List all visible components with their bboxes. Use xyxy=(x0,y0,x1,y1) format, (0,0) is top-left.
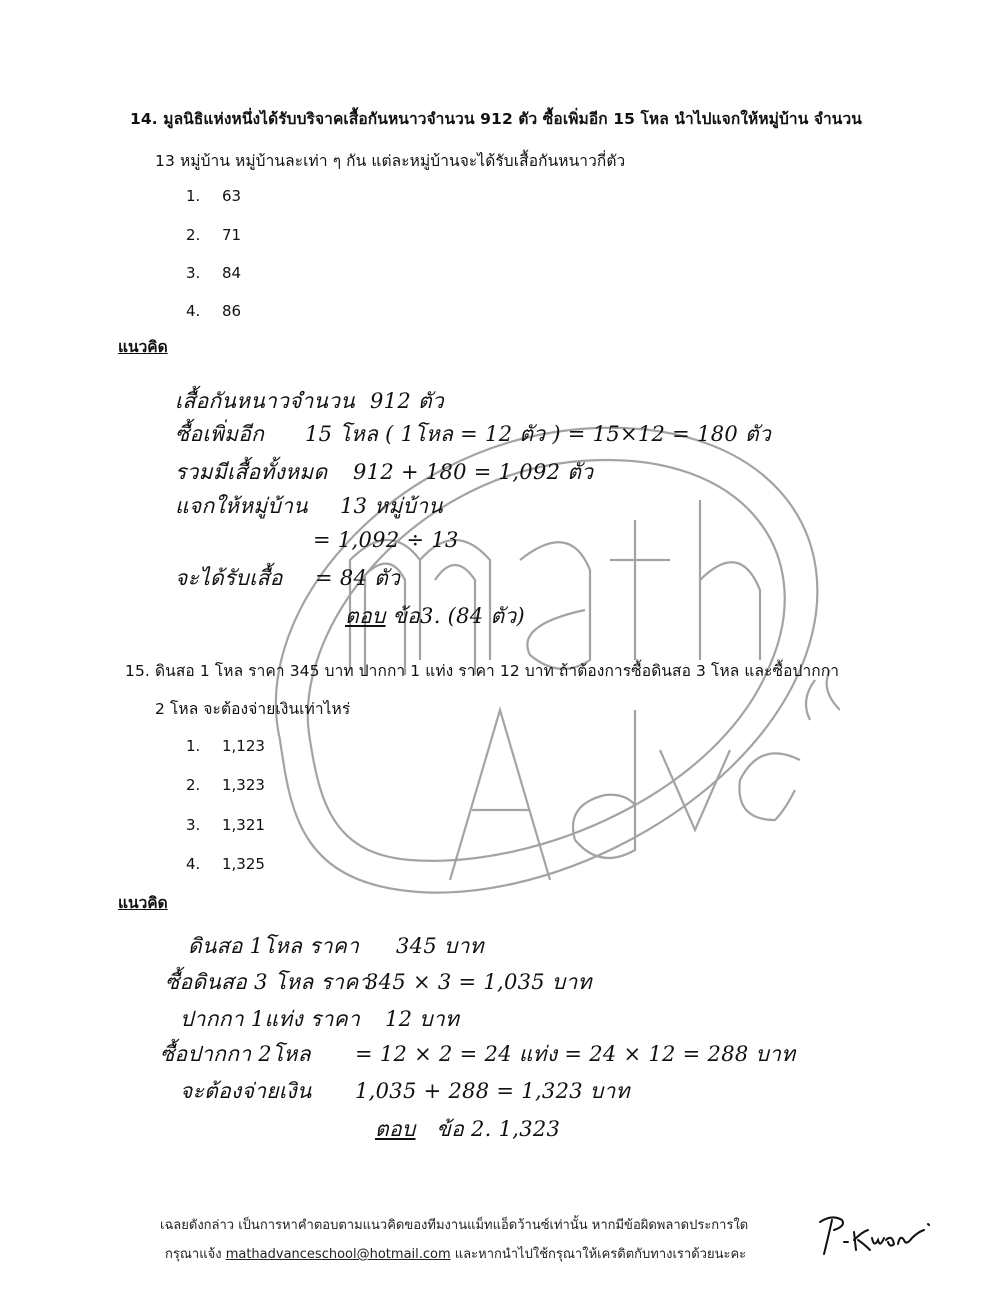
q14-approach-label: แนวคิด xyxy=(118,338,168,356)
q14-work-line-6: จะได้รับเสื้อ = 84 ตัว xyxy=(175,566,401,590)
q14-option-4: 4. 86 xyxy=(186,302,242,320)
q15-work-line-1: ดินสอ 1โหล ราคา 345 บาท xyxy=(188,934,484,958)
q15-work-line-2: ซื้อดินสอ 3 โหล ราคา 345 × 3 = 1,035 บาท xyxy=(165,970,592,994)
footer-contact: กรุณาแจ้ง mathadvanceschool@hotmail.com และหากนำไปใช้กรุณาให้เครดิตกับทางเราด้วยนะคะ xyxy=(165,1247,747,1262)
q15-work-line-4: ซื้อปากกา 2โหล = 12 × 2 = 24 แท่ง = 24 × 12 = 288 บาท xyxy=(160,1042,796,1066)
q15-work-line-5: จะต้องจ่ายเงิน 1,035 + 288 = 1,323 บาท xyxy=(180,1079,630,1103)
q14-option-1: 1. 63 xyxy=(186,187,242,205)
q14-answer: ตอบ ข้อ3. (84 ตัว) xyxy=(345,604,525,628)
q14-question-line1: 14. มูลนิธิแห่งหนึ่งได้รับบริจาคเสื้อกันหนาวจำนวน 912 ตัว ซื้อเพิ่มอีก 15 โหล นำไปแจกให้หมู่บ้าน จำนวน xyxy=(130,110,862,128)
footer-disclaimer: เฉลยดังกล่าว เป็นการหาคำตอบตามแนวคิดของทีมงานแม็ทแอ็ดว้านซ์เท่านั้น หากมีข้อผิดพลาดประการใด xyxy=(160,1218,749,1233)
worksheet-page: 14. มูลนิธิแห่งหนึ่งได้รับบริจาคเสื้อกันหนาวจำนวน 912 ตัว ซื้อเพิ่มอีก 15 โหล นำไปแจกให้หมู่บ้าน จำนวน 13 หมู่บ้าน หมู่บ้านละเท่า ๆ กัน แต่ละหมู่บ้านจะได้รับเสื้อกันหนาวกี่ตัว 1. 63 2. 71 3. 84 4. 86 แนวคิด เสื้อกันหนาวจำนวน 912 ตัว ซื้อเพิ่มอีก 15 โหล ( 1โหล = 12 ตัว ) = 15×12 = 180 ตัว รวมมีเสื้อทั้งหมด 912 + 180 = 1,092 ตัว แจกให้หมู่บ้าน 13 หมู่บ้าน = 1,092 ÷ 13 จะได้รับเสื้อ = 84 ตัว ตอบ ข้อ3. (84 ตัว) 15. ดินสอ 1 โหล ราคา 345 บาท ปากกา 1 แท่ง ราคา 12 บาท ถ้าต้องการซื้อดินสอ 3 โหล และซื้อปากกา 2 โหล จะต้องจ่ายเงินเท่าไหร่ 1. 1,123 2. 1,323 3. 1,321 4. 1,325 แนวคิด ดินสอ 1โหล ราคา 345 บาท ซื้อดินสอ 3 โหล ราคา 345 × 3 = 1,035 บาท ปากกา 1แท่ง ราคา 12 บาท ซื้อปากกา 2โหล = 12 × 2 = 24 แท่ง = 24 × 12 = 288 บาท จะต้องจ่ายเงิน 1,035 + 288 = 1,323 บาท ตอบ ข้อ 2. 1,323 เฉลยดังกล่าว เป็นการหาคำตอบตามแนวคิดของทีมงานแม็ทแอ็ดว้านซ์เท่านั้น หากมีข้อผิดพลาดประการใด กรุณาแจ้ง mathadvanceschool@hotmail.com และหากนำไปใช้กรุณาให้เครดิตกับทางเราด้วยนะคะ xyxy=(0,0,1000,1294)
handwritten-signature xyxy=(812,1210,932,1260)
q14-option-3: 3. 84 xyxy=(186,264,242,282)
q14-work-line-2: ซื้อเพิ่มอีก 15 โหล ( 1โหล = 12 ตัว ) = 15×12 = 180 ตัว xyxy=(175,422,772,446)
q15-answer: ตอบ ข้อ 2. 1,323 xyxy=(375,1117,561,1141)
q15-option-4: 4. 1,325 xyxy=(186,855,265,873)
q15-option-2: 2. 1,323 xyxy=(186,776,265,794)
q15-option-1: 1. 1,123 xyxy=(186,737,265,755)
q14-option-2: 2. 71 xyxy=(186,226,242,244)
q15-question-line2: 2 โหล จะต้องจ่ายเงินเท่าไหร่ xyxy=(155,700,351,718)
q14-question-line2: 13 หมู่บ้าน หมู่บ้านละเท่า ๆ กัน แต่ละหมู่บ้านจะได้รับเสื้อกันหนาวกี่ตัว xyxy=(155,152,626,170)
q15-question-line1: 15. ดินสอ 1 โหล ราคา 345 บาท ปากกา 1 แท่ง ราคา 12 บาท ถ้าต้องการซื้อดินสอ 3 โหล และซื้อปากกา xyxy=(125,662,840,680)
q15-option-3: 3. 1,321 xyxy=(186,816,265,834)
email-link[interactable]: mathadvanceschool@hotmail.com xyxy=(225,1247,451,1262)
q15-approach-label: แนวคิด xyxy=(118,894,168,912)
q14-work-line-4: แจกให้หมู่บ้าน 13 หมู่บ้าน xyxy=(175,494,443,518)
q14-work-line-3: รวมมีเสื้อทั้งหมด 912 + 180 = 1,092 ตัว xyxy=(175,460,594,484)
q15-work-line-3: ปากกา 1แท่ง ราคา 12 บาท xyxy=(180,1007,460,1031)
q14-work-line-1: เสื้อกันหนาวจำนวน 912 ตัว xyxy=(175,389,444,413)
